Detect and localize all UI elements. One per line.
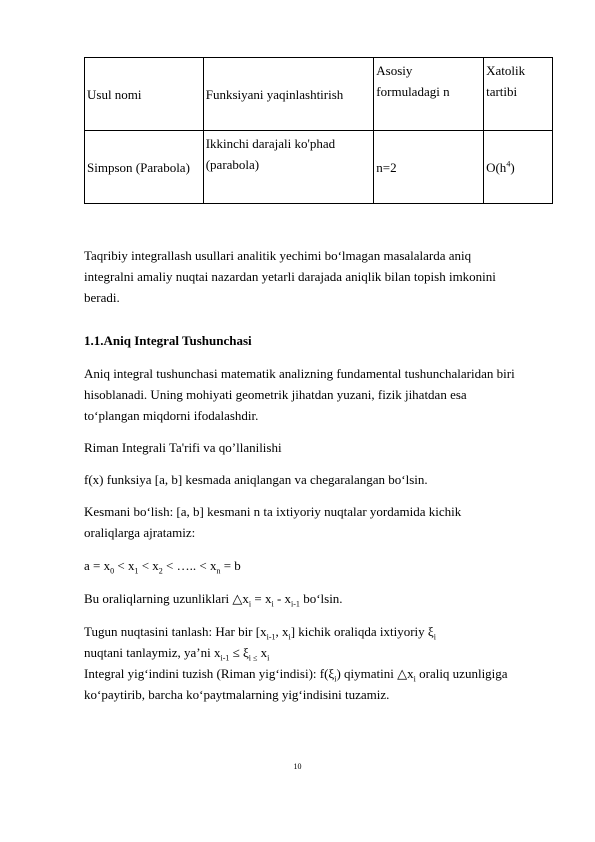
page-number: 10 bbox=[293, 762, 302, 771]
paragraph-line: beradi. bbox=[84, 290, 120, 305]
paragraph-line: to‘plangan miqdorni ifodalashdir. bbox=[84, 408, 259, 423]
subscript: i ≤ bbox=[248, 653, 258, 663]
cell-method bbox=[85, 131, 204, 204]
methods-table bbox=[84, 57, 553, 204]
formula-line bbox=[84, 642, 554, 663]
header-text: Funksiyani yaqinlashtirish bbox=[205, 86, 344, 102]
formula-text: ) qiymatini △x bbox=[336, 666, 414, 681]
paragraph-line: Aniq integral tushunchasi matematik analizning fundamental tushunchalaridan biri bbox=[84, 366, 515, 381]
formula-text: x bbox=[257, 645, 268, 660]
formula-text: nuqtani tanlaymiz, ya’ni x bbox=[84, 645, 221, 660]
paragraph-line: ko‘paytirib, barcha ko‘paytmalarning yig‘indisini tuzamiz. bbox=[84, 687, 390, 702]
subscript: i bbox=[413, 674, 416, 684]
header-text: formuladagi n bbox=[376, 84, 450, 99]
subscript: i-1 bbox=[266, 632, 276, 642]
cell-text: n=2 bbox=[376, 159, 397, 175]
subscript: n bbox=[216, 566, 221, 576]
subscript: i bbox=[433, 632, 436, 642]
subscript: i bbox=[248, 599, 252, 609]
formula-line bbox=[84, 555, 554, 576]
subscript: i bbox=[288, 632, 291, 642]
paragraph-line: f(x) funksiya [a, b] kesmada aniqlangan va chegaralangan bo‘lsin. bbox=[84, 472, 428, 487]
subscript: i bbox=[271, 599, 274, 609]
formula-text: , x bbox=[275, 624, 289, 639]
subscript: i bbox=[334, 674, 337, 684]
header-text: Asosiy bbox=[376, 63, 413, 78]
formula-text: bo‘lsin. bbox=[299, 591, 343, 606]
section-heading: 1.1.Aniq Integral Tushunchasi bbox=[84, 333, 252, 348]
paragraph-line: Riman Integrali Ta'rifi va qo’llanilishi bbox=[84, 440, 282, 455]
cell-text: Simpson (Parabola) bbox=[87, 159, 190, 175]
header-error-order bbox=[484, 58, 553, 131]
cell-text: Ikkinchi darajali ko'phad bbox=[205, 136, 336, 151]
formula-text: ] kichik oraliqda ixtiyoriy ξ bbox=[290, 624, 434, 639]
subscript: i-1 bbox=[291, 599, 300, 609]
formula-line bbox=[84, 621, 554, 642]
formula-text: oraliq uzunligiga bbox=[415, 666, 508, 681]
paragraph-line: Kesmani bo‘lish: [a, b] kesmani n ta ixtiyoriy nuqtalar yordamida kichik bbox=[84, 504, 462, 519]
formula-text: < x bbox=[114, 558, 135, 573]
formula-text: < ….. < x bbox=[162, 558, 217, 573]
header-method-name bbox=[85, 58, 204, 131]
subscript: 1 bbox=[134, 566, 139, 576]
formula-line bbox=[84, 588, 554, 609]
formula-text: Integral yig‘indini tuzish (Riman yig‘indisi): f(ξ bbox=[84, 666, 335, 681]
subscript: i-1 bbox=[220, 653, 230, 663]
paragraph-line: oraliqlarga ajratamiz: bbox=[84, 525, 196, 540]
cell-approximation bbox=[203, 131, 374, 204]
header-base-n bbox=[374, 58, 484, 131]
formula-text: Bu oraliqlarning uzunliklari △x bbox=[84, 591, 249, 606]
subscript: i bbox=[267, 653, 270, 663]
subscript: 2 bbox=[158, 566, 163, 576]
formula-text: a = x bbox=[84, 558, 111, 573]
cell-text: ) bbox=[510, 159, 515, 175]
paragraph-line: integralni amaliy nuqtai nazardan yetarli darajada aniqlik bilan topish imkonini bbox=[84, 269, 496, 284]
table-row bbox=[85, 131, 553, 204]
table-header-row bbox=[85, 58, 553, 131]
formula-text: - x bbox=[273, 591, 292, 606]
subscript: 0 bbox=[110, 566, 115, 576]
cell-text: O(h bbox=[486, 159, 507, 175]
formula-line bbox=[84, 663, 554, 684]
formula-text: = b bbox=[220, 558, 241, 573]
formula-text: Tugun nuqtasini tanlash: Har bir [x bbox=[84, 624, 267, 639]
formula-text: ≤ ξ bbox=[229, 645, 249, 660]
formula-text: = x bbox=[251, 591, 272, 606]
cell-n bbox=[374, 131, 484, 204]
header-approximation bbox=[203, 58, 374, 131]
paragraph-line: hisoblanadi. Uning mohiyati geometrik jihatdan yuzani, fizik jihatdan esa bbox=[84, 387, 467, 402]
superscript: 4 bbox=[506, 159, 511, 169]
formula-text: < x bbox=[138, 558, 159, 573]
cell-text: (parabola) bbox=[205, 157, 260, 172]
header-text: Usul nomi bbox=[87, 86, 142, 102]
header-text: tartibi bbox=[486, 84, 518, 99]
cell-error bbox=[484, 131, 553, 204]
paragraph-line: Taqribiy integrallash usullari analitik yechimi bo‘lmagan masalalarda aniq bbox=[84, 248, 472, 263]
header-text: Xatolik bbox=[486, 63, 526, 78]
